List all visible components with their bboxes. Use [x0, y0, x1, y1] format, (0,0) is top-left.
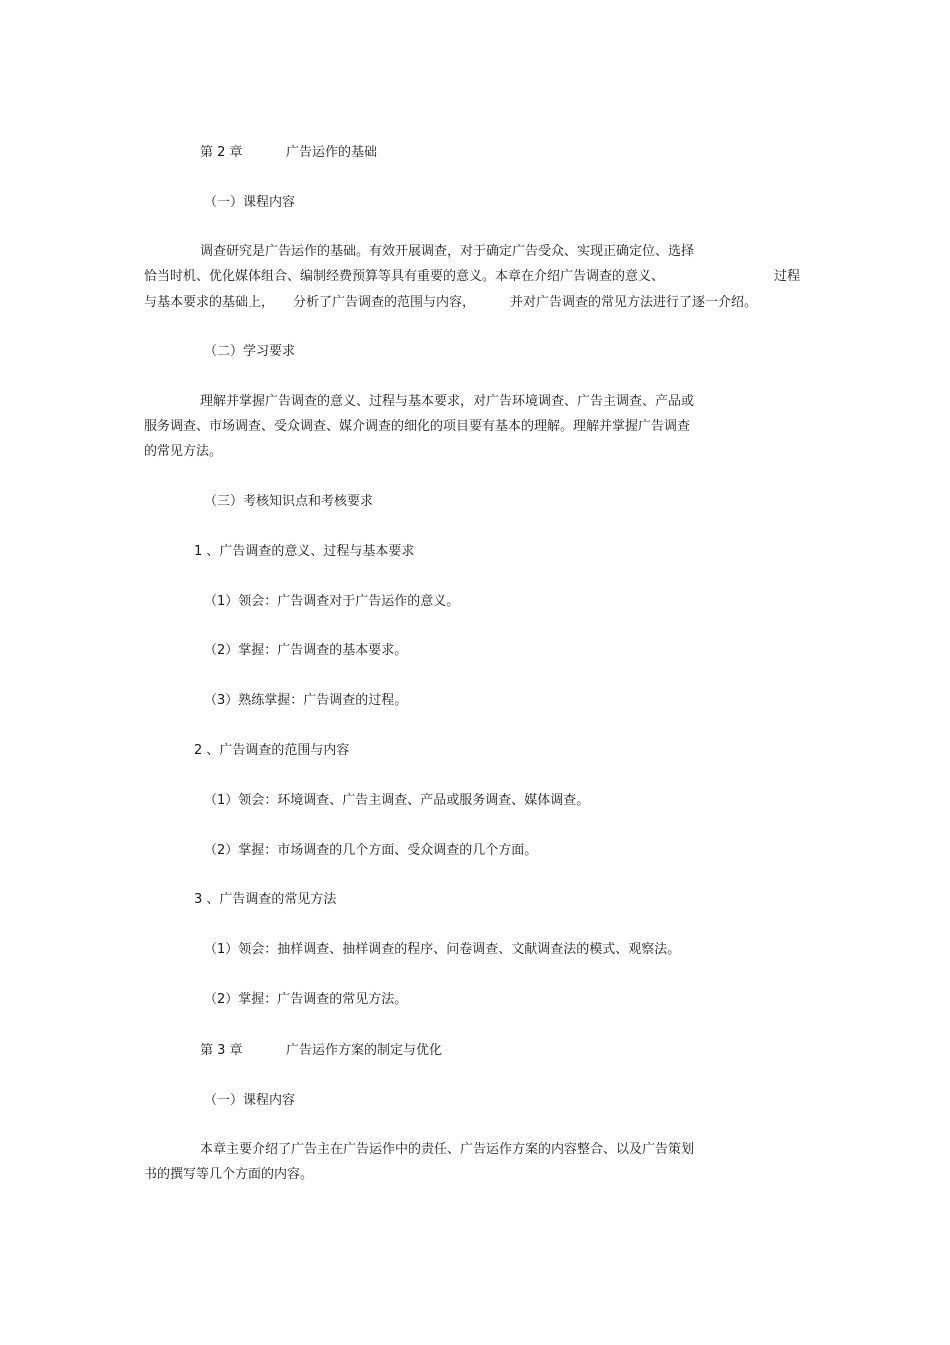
assessment-item-2-sub-1: （1）领会：环境调查、广告主调查、产品或服务调查、媒体调查。 — [204, 793, 590, 808]
assessment-item-2-sub-2: （2）掌握：市场调查的几个方面、受众调查的几个方面。 — [204, 843, 538, 858]
assessment-item-3-sub-1: （1）领会：抽样调查、抽样调查的程序、问卷调查、文献调查法的模式、观察法。 — [204, 942, 681, 957]
ch2-course-content-label: （一）课程内容 — [204, 195, 296, 210]
chapter-2-number: 第 2 章 — [200, 145, 243, 160]
chapter-3-number: 第 3 章 — [200, 1043, 243, 1058]
assessment-item-3-title: 3 、广告调查的常见方法 — [194, 892, 337, 907]
chapter-3-title: 广告运作方案的制定与优化 — [286, 1043, 443, 1058]
ch2-study-requirements-line-1: 理解并掌握广告调查的意义、过程与基本要求，对广告环境调查、广告主调查、产品或 — [200, 394, 695, 409]
ch2-study-requirements-line-2: 服务调查、市场调查、受众调查、媒介调查的细化的项目要有基本的理解。理解并掌握广告调查 — [144, 419, 691, 434]
assessment-item-2-title: 2 、广告调查的范围与内容 — [194, 743, 350, 758]
ch3-course-content-line-2: 书的撰写等几个方面的内容。 — [144, 1167, 314, 1182]
ch2-course-content-line-3b: 分析了广告调查的范围与内容， — [293, 295, 476, 310]
ch3-course-content-label: （一）课程内容 — [204, 1093, 296, 1108]
assessment-item-1-sub-3: （3）熟练掌握：广告调查的过程。 — [204, 693, 408, 708]
ch2-course-content-line-3a: 与基本要求的基础上， — [144, 295, 275, 310]
assessment-item-3-sub-2: （2）掌握：广告调查的常见方法。 — [204, 992, 408, 1007]
ch3-course-content-line-1: 本章主要介绍了广告主在广告运作中的责任、广告运作方案的内容整合、以及广告策划 — [200, 1142, 695, 1157]
ch2-study-requirements-label: （二）学习要求 — [204, 344, 296, 359]
ch2-course-content-line-1: 调查研究是广告运作的基础。有效开展调查，对于确定广告受众、实现正确定位、选择 — [200, 244, 695, 259]
ch2-study-requirements-line-3: 的常见方法。 — [144, 444, 223, 459]
chapter-2-title: 广告运作的基础 — [286, 145, 378, 160]
ch2-course-content-line-2: 恰当时机、优化媒体组合、编制经费预算等具有重要的意义。本章在介绍广告调查的意义、 — [144, 269, 665, 284]
assessment-item-1-title: 1 、广告调查的意义、过程与基本要求 — [194, 544, 415, 559]
ch2-course-content-line-2b: 过程 — [774, 269, 801, 284]
ch2-assessment-label: （三）考核知识点和考核要求 — [204, 494, 374, 509]
ch2-course-content-line-3c: 并对广告调查的常见方法进行了逐一介绍。 — [510, 295, 758, 310]
assessment-item-1-sub-1: （1）领会：广告调查对于广告运作的意义。 — [204, 594, 460, 609]
assessment-item-1-sub-2: （2）掌握：广告调查的基本要求。 — [204, 643, 408, 658]
